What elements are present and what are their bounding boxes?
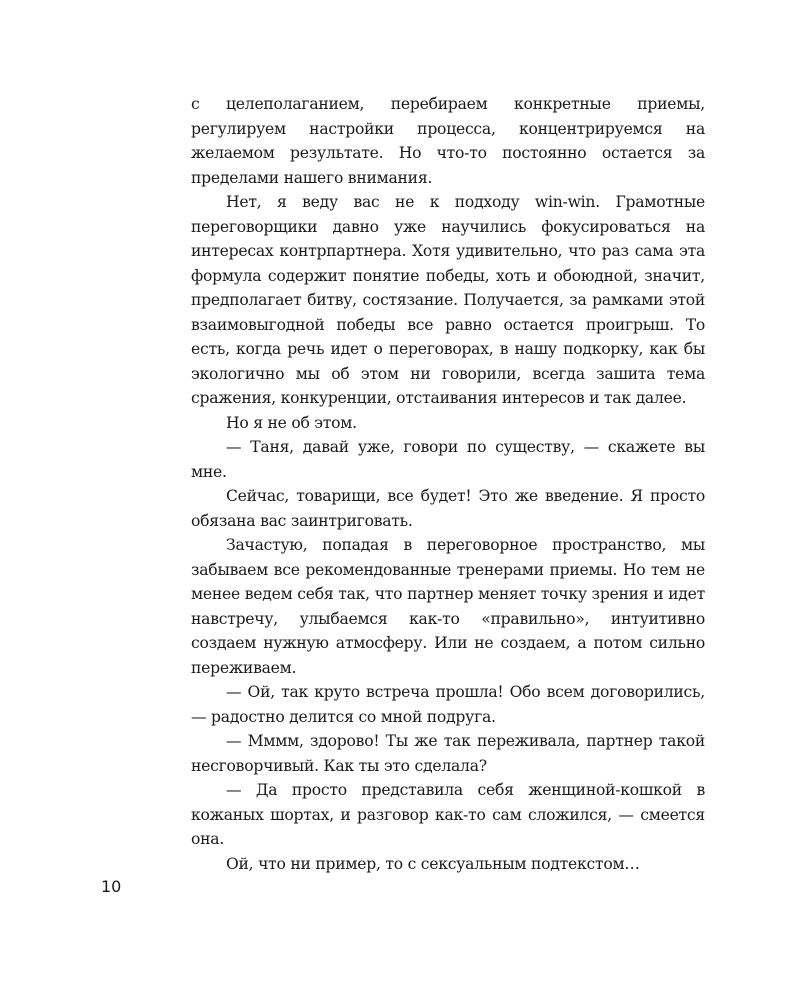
paragraph-3: Но я не об этом. — [226, 413, 357, 432]
paragraph-1: с целеполаганием, перебираем конкретные приемы, регулируем настройки процесса, концентрируемся на желаемом результате. Но что-то постоянно остается за пределами нашего внимания. — [191, 95, 705, 187]
paragraph-5: Сейчас, товарищи, все будет! Это же введение. Я просто обязана вас заинтриговать. — [191, 487, 705, 530]
body-text — [191, 92, 705, 876]
paragraph-2: Нет, я веду вас не к подходу win-win. Грамотные переговорщики давно уже научились фокусироваться на интересах контрпартнера. Хотя удивительно, что раз сама эта формула содержит понятие победы, хоть и обоюдной, значит, предполагает битву, состязание. Получается, за рамками этой взаимовыгодной победы все равно остается проигрыш. То есть, когда речь идет о переговорах, в нашу подкорку, как бы экологично мы об этом ни говорили, всегда зашита тема сражения, конкуренции, отстаивания интересов и так далее. — [191, 193, 705, 407]
page-number: 10 — [101, 877, 122, 896]
paragraph-4: — Таня, давай уже, говори по существу, — скажете вы мне. — [191, 438, 705, 481]
paragraph-6: Зачастую, попадая в переговорное пространство, мы забываем все рекомендованные тренерами приемы. Но тем не менее ведем себя так, что партнер меняет точку зрения и идет навстречу, улыбаемся как-то «правильно», интуитивно создаем нужную атмосферу. Или не создаем, а потом сильно переживаем. — [191, 536, 705, 677]
paragraph-7: — Ой, так круто встреча прошла! Обо всем договорились, — радостно делится со мной подруга. — [191, 683, 705, 726]
paragraph-8: — Мммм, здорово! Ты же так переживала, партнер такой несговорчивый. Как ты это сделала? — [191, 732, 705, 775]
paragraph-10: Ой, что ни пример, то с сексуальным подтекстом… — [226, 854, 640, 873]
paragraph-9: — Да просто представила себя женщиной-кошкой в кожаных шортах, и разговор как-то сам сложился, — смеется она. — [191, 781, 705, 848]
